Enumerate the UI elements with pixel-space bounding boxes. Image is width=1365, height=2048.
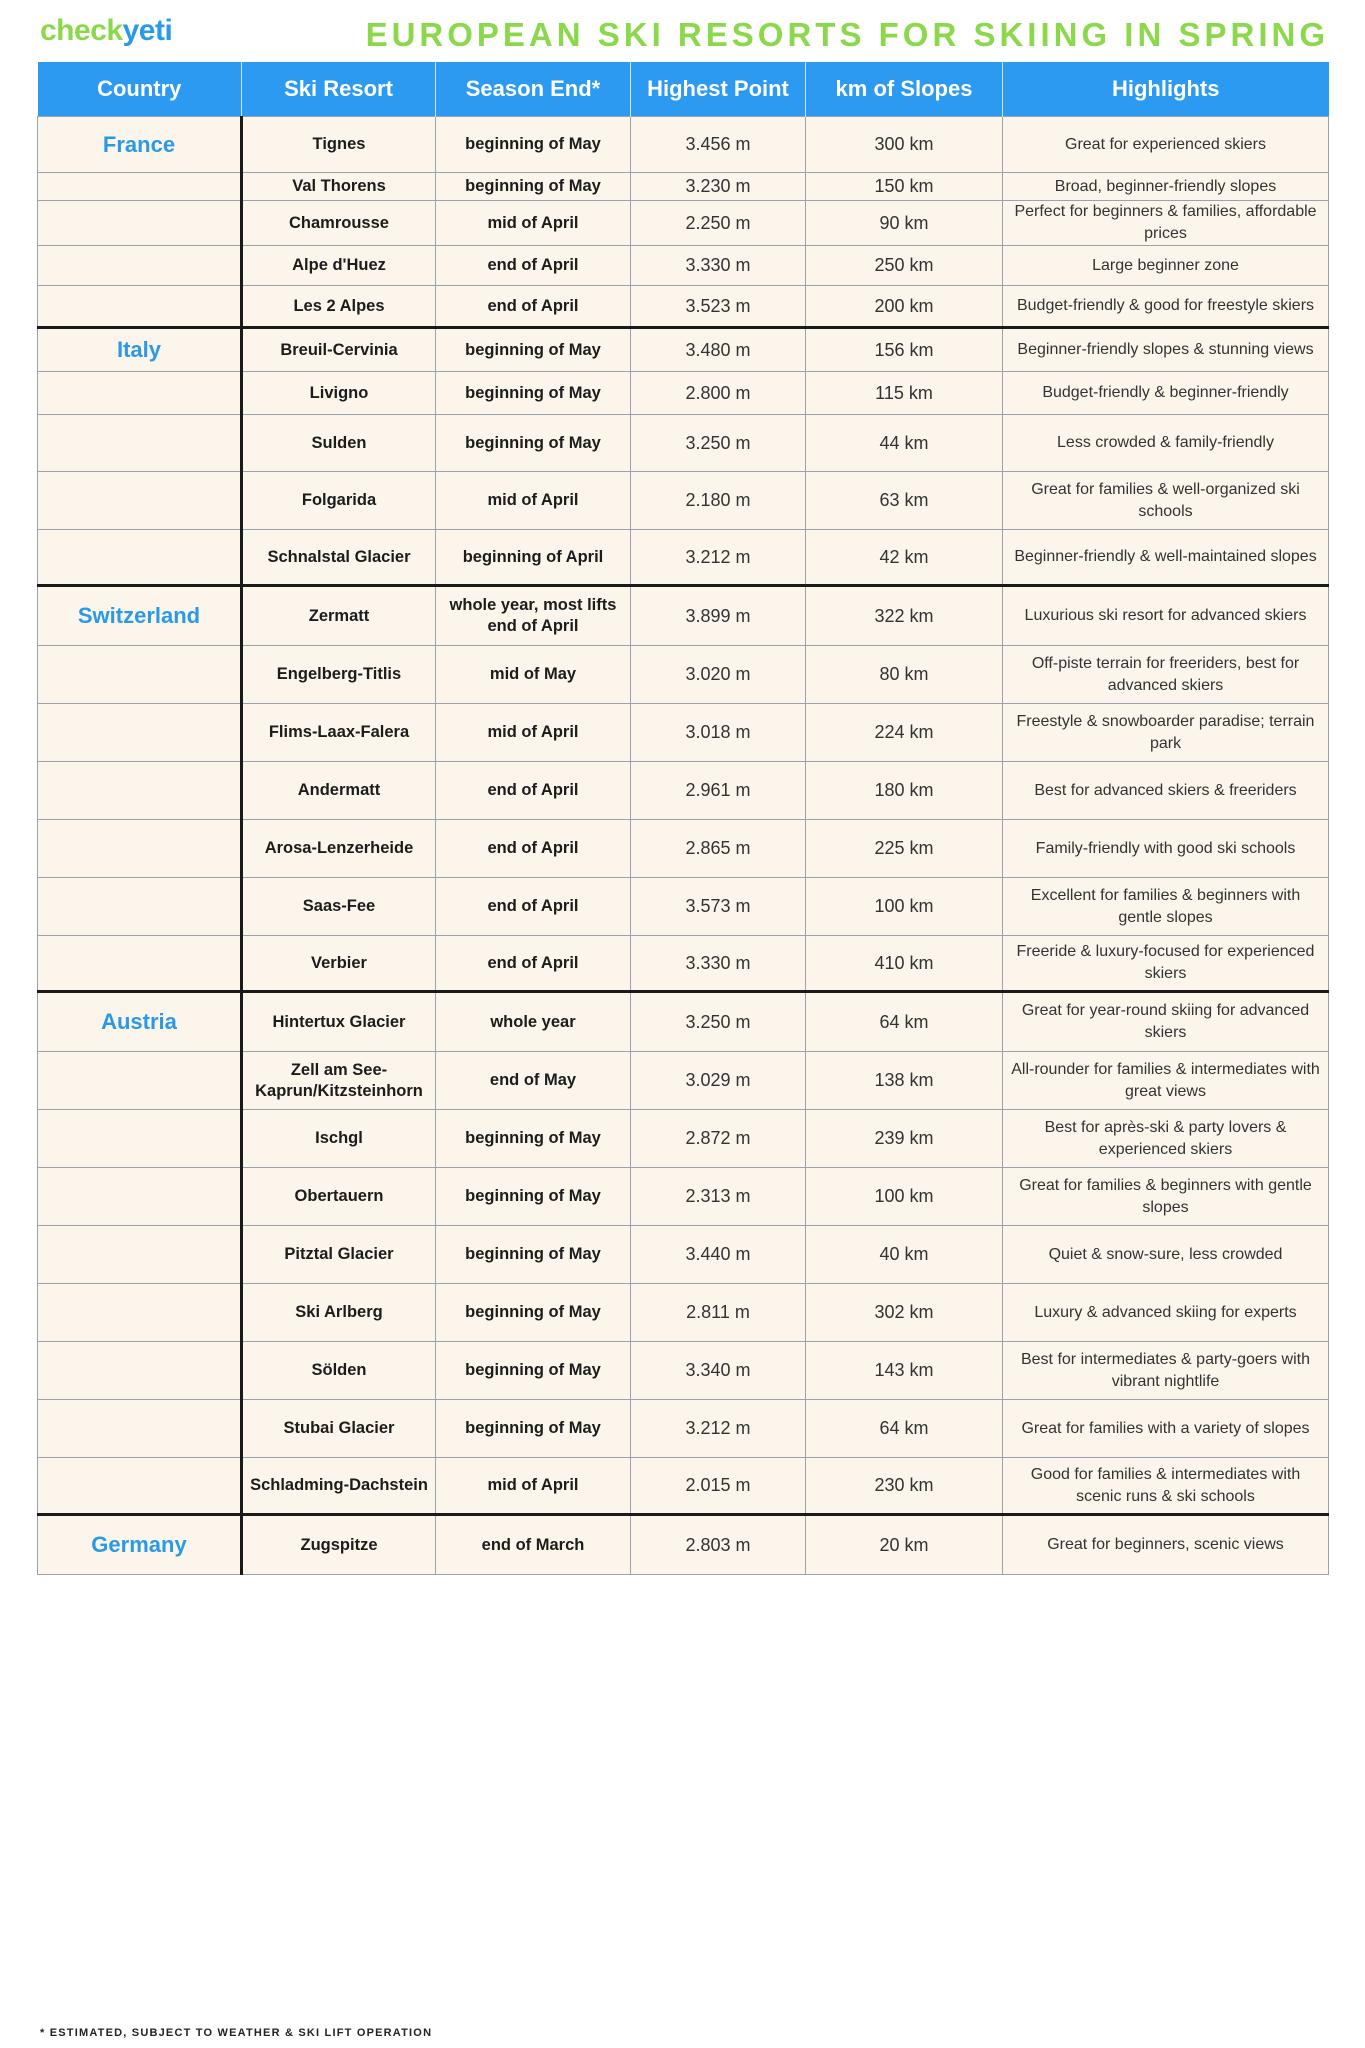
table-header-row [38,62,1329,117]
column-header-ski-resort: Ski Resort [242,62,436,117]
km-of-slopes-cell: 156 km [806,328,1003,372]
highlights-cell: Less crowded & family-friendly [1003,415,1329,472]
highest-point-cell: 2.961 m [631,762,806,820]
season-end-cell: beginning of April [436,530,631,586]
resort-cell: Flims-Laax-Falera [242,704,436,762]
highlights-cell: Large beginner zone [1003,246,1329,286]
country-cell-empty [38,936,242,992]
highlights-cell: Family-friendly with good ski schools [1003,820,1329,878]
km-of-slopes-cell: 143 km [806,1342,1003,1400]
column-header-country: Country [38,62,242,117]
country-cell: Germany [38,1515,242,1575]
km-of-slopes-cell: 230 km [806,1458,1003,1515]
highest-point-cell: 3.212 m [631,530,806,586]
table-row [38,1458,1329,1515]
table-row [38,1342,1329,1400]
km-of-slopes-cell: 410 km [806,936,1003,992]
highest-point-cell: 2.803 m [631,1515,806,1575]
resort-cell: Folgarida [242,472,436,530]
resort-cell: Tignes [242,117,436,173]
season-end-cell: beginning of May [436,1110,631,1168]
highlights-cell: Great for families with a variety of slopes [1003,1400,1329,1458]
resort-cell: Schladming-Dachstein [242,1458,436,1515]
table-row [38,201,1329,246]
country-cell-empty [38,704,242,762]
highlights-cell: Freeride & luxury-focused for experienced skiers [1003,936,1329,992]
table-row [38,704,1329,762]
country-cell-empty [38,530,242,586]
season-end-cell: beginning of May [436,372,631,415]
season-end-cell: mid of May [436,646,631,704]
highlights-cell: Great for families & beginners with gentle slopes [1003,1168,1329,1226]
country-cell-empty [38,820,242,878]
highlights-cell: Freestyle & snowboarder paradise; terrain park [1003,704,1329,762]
table-row [38,820,1329,878]
highlights-cell: Best for advanced skiers & freeriders [1003,762,1329,820]
table-row [38,286,1329,328]
season-end-cell: end of April [436,286,631,328]
highlights-cell: Beginner-friendly slopes & stunning views [1003,328,1329,372]
season-end-cell: beginning of May [436,1400,631,1458]
season-end-cell: end of April [436,878,631,936]
page-title: EUROPEAN SKI RESORTS FOR SKIING IN SPRING [365,16,1329,53]
km-of-slopes-cell: 64 km [806,992,1003,1052]
country-cell-empty [38,173,242,201]
highest-point-cell: 3.480 m [631,328,806,372]
table-row [38,992,1329,1052]
highest-point-cell: 3.330 m [631,936,806,992]
season-end-cell: mid of April [436,1458,631,1515]
km-of-slopes-cell: 225 km [806,820,1003,878]
km-of-slopes-cell: 180 km [806,762,1003,820]
table-row [38,246,1329,286]
highest-point-cell: 2.811 m [631,1284,806,1342]
season-end-cell: beginning of May [436,1226,631,1284]
highlights-cell: Good for families & intermediates with scenic runs & ski schools [1003,1458,1329,1515]
season-end-cell: mid of April [436,201,631,246]
table-row [38,1515,1329,1575]
table-row [38,372,1329,415]
km-of-slopes-cell: 90 km [806,201,1003,246]
highest-point-cell: 3.018 m [631,704,806,762]
km-of-slopes-cell: 224 km [806,704,1003,762]
table-row [38,646,1329,704]
footnote: * ESTIMATED, SUBJECT TO WEATHER & SKI LIFT OPERATION [40,2027,433,2039]
table-row [38,328,1329,372]
country-cell-empty [38,372,242,415]
highlights-cell: Excellent for families & beginners with gentle slopes [1003,878,1329,936]
highlights-cell: Best for après-ski & party lovers & experienced skiers [1003,1110,1329,1168]
resort-cell: Andermatt [242,762,436,820]
country-cell-empty [38,286,242,328]
logo-text-check: check [40,14,123,47]
country-cell-empty [38,646,242,704]
country-cell: Italy [38,328,242,372]
km-of-slopes-cell: 42 km [806,530,1003,586]
country-cell-empty [38,1284,242,1342]
country-cell-empty [38,472,242,530]
season-end-cell: beginning of May [436,1168,631,1226]
highest-point-cell: 3.330 m [631,246,806,286]
checkyeti-logo[interactable] [40,14,172,48]
resort-cell: Schnalstal Glacier [242,530,436,586]
season-end-cell: whole year, most lifts end of April [436,586,631,646]
resort-cell: Livigno [242,372,436,415]
resort-cell: Verbier [242,936,436,992]
highlights-cell: Broad, beginner-friendly slopes [1003,173,1329,201]
table-row [38,173,1329,201]
country-cell-empty [38,878,242,936]
km-of-slopes-cell: 63 km [806,472,1003,530]
resort-cell: Zugspitze [242,1515,436,1575]
season-end-cell: end of April [436,936,631,992]
highest-point-cell: 3.523 m [631,286,806,328]
highlights-cell: Budget-friendly & beginner-friendly [1003,372,1329,415]
resort-cell: Chamrousse [242,201,436,246]
resort-cell: Obertauern [242,1168,436,1226]
km-of-slopes-cell: 115 km [806,372,1003,415]
season-end-cell: whole year [436,992,631,1052]
highest-point-cell: 3.250 m [631,992,806,1052]
highlights-cell: Off-piste terrain for freeriders, best for advanced skiers [1003,646,1329,704]
resort-cell: Sulden [242,415,436,472]
highlights-cell: All-rounder for families & intermediates with great views [1003,1052,1329,1110]
table-row [38,1052,1329,1110]
season-end-cell: end of April [436,762,631,820]
highlights-cell: Great for beginners, scenic views [1003,1515,1329,1575]
resort-cell: Alpe d'Huez [242,246,436,286]
highest-point-cell: 2.800 m [631,372,806,415]
resort-cell: Zell am See-Kaprun/Kitzsteinhorn [242,1052,436,1110]
table-body [38,117,1329,1575]
column-header-km-of-slopes: km of Slopes [806,62,1003,117]
highlights-cell: Great for experienced skiers [1003,117,1329,173]
highest-point-cell: 3.250 m [631,415,806,472]
table-row [38,762,1329,820]
season-end-cell: end of April [436,246,631,286]
km-of-slopes-cell: 100 km [806,878,1003,936]
resort-cell: Val Thorens [242,173,436,201]
country-cell-empty [38,1400,242,1458]
column-header-season-end: Season End* [436,62,631,117]
country-cell: Switzerland [38,586,242,646]
season-end-cell: end of April [436,820,631,878]
country-cell-empty [38,1110,242,1168]
km-of-slopes-cell: 300 km [806,117,1003,173]
season-end-cell: beginning of May [436,415,631,472]
highest-point-cell: 3.456 m [631,117,806,173]
country-cell: Austria [38,992,242,1052]
season-end-cell: mid of April [436,472,631,530]
column-header-highest-point: Highest Point [631,62,806,117]
table-row [38,530,1329,586]
highest-point-cell: 3.029 m [631,1052,806,1110]
highest-point-cell: 3.573 m [631,878,806,936]
table-row [38,878,1329,936]
km-of-slopes-cell: 239 km [806,1110,1003,1168]
highlights-cell: Luxurious ski resort for advanced skiers [1003,586,1329,646]
highlights-cell: Luxury & advanced skiing for experts [1003,1284,1329,1342]
km-of-slopes-cell: 100 km [806,1168,1003,1226]
resort-cell: Stubai Glacier [242,1400,436,1458]
km-of-slopes-cell: 44 km [806,415,1003,472]
resort-cell: Ischgl [242,1110,436,1168]
highlights-cell: Great for year-round skiing for advanced skiers [1003,992,1329,1052]
season-end-cell: beginning of May [436,117,631,173]
km-of-slopes-cell: 322 km [806,586,1003,646]
highest-point-cell: 3.340 m [631,1342,806,1400]
season-end-cell: mid of April [436,704,631,762]
km-of-slopes-cell: 200 km [806,286,1003,328]
highest-point-cell: 2.872 m [631,1110,806,1168]
resort-cell: Sölden [242,1342,436,1400]
ski-resorts-table [37,62,1329,1575]
season-end-cell: beginning of May [436,328,631,372]
highest-point-cell: 3.212 m [631,1400,806,1458]
resort-cell: Hintertux Glacier [242,992,436,1052]
country-cell-empty [38,1226,242,1284]
km-of-slopes-cell: 20 km [806,1515,1003,1575]
highlights-cell: Beginner-friendly & well-maintained slopes [1003,530,1329,586]
season-end-cell: end of May [436,1052,631,1110]
resort-cell: Zermatt [242,586,436,646]
highest-point-cell: 2.865 m [631,820,806,878]
table-row [38,586,1329,646]
country-cell-empty [38,415,242,472]
country-cell-empty [38,1342,242,1400]
table-row [38,1400,1329,1458]
resort-cell: Arosa-Lenzerheide [242,820,436,878]
country-cell: France [38,117,242,173]
highest-point-cell: 2.313 m [631,1168,806,1226]
km-of-slopes-cell: 250 km [806,246,1003,286]
table-row [38,472,1329,530]
country-cell-empty [38,1458,242,1515]
highest-point-cell: 3.020 m [631,646,806,704]
highest-point-cell: 2.180 m [631,472,806,530]
logo-text-yeti: yeti [122,14,173,47]
season-end-cell: beginning of May [436,1342,631,1400]
highlights-cell: Quiet & snow-sure, less crowded [1003,1226,1329,1284]
km-of-slopes-cell: 302 km [806,1284,1003,1342]
resort-cell: Les 2 Alpes [242,286,436,328]
highest-point-cell: 2.250 m [631,201,806,246]
table-row [38,1226,1329,1284]
country-cell-empty [38,1168,242,1226]
resort-cell: Pitztal Glacier [242,1226,436,1284]
km-of-slopes-cell: 40 km [806,1226,1003,1284]
highlights-cell: Best for intermediates & party-goers with vibrant nightlife [1003,1342,1329,1400]
table-row [38,1284,1329,1342]
highest-point-cell: 3.899 m [631,586,806,646]
header [0,0,1365,60]
resort-cell: Engelberg-Titlis [242,646,436,704]
country-cell-empty [38,762,242,820]
km-of-slopes-cell: 138 km [806,1052,1003,1110]
resort-cell: Ski Arlberg [242,1284,436,1342]
table-row [38,1110,1329,1168]
highlights-cell: Budget-friendly & good for freestyle skiers [1003,286,1329,328]
table-row [38,936,1329,992]
highest-point-cell: 2.015 m [631,1458,806,1515]
km-of-slopes-cell: 150 km [806,173,1003,201]
km-of-slopes-cell: 80 km [806,646,1003,704]
country-cell-empty [38,201,242,246]
highest-point-cell: 3.230 m [631,173,806,201]
table-row [38,117,1329,173]
season-end-cell: beginning of May [436,1284,631,1342]
highest-point-cell: 3.440 m [631,1226,806,1284]
highlights-cell: Great for families & well-organized ski schools [1003,472,1329,530]
column-header-highlights: Highlights [1003,62,1329,117]
km-of-slopes-cell: 64 km [806,1400,1003,1458]
country-cell-empty [38,1052,242,1110]
table-row [38,1168,1329,1226]
resort-cell: Saas-Fee [242,878,436,936]
highlights-cell: Perfect for beginners & families, affordable prices [1003,201,1329,246]
season-end-cell: beginning of May [436,173,631,201]
resort-cell: Breuil-Cervinia [242,328,436,372]
table-row [38,415,1329,472]
season-end-cell: end of March [436,1515,631,1575]
country-cell-empty [38,246,242,286]
